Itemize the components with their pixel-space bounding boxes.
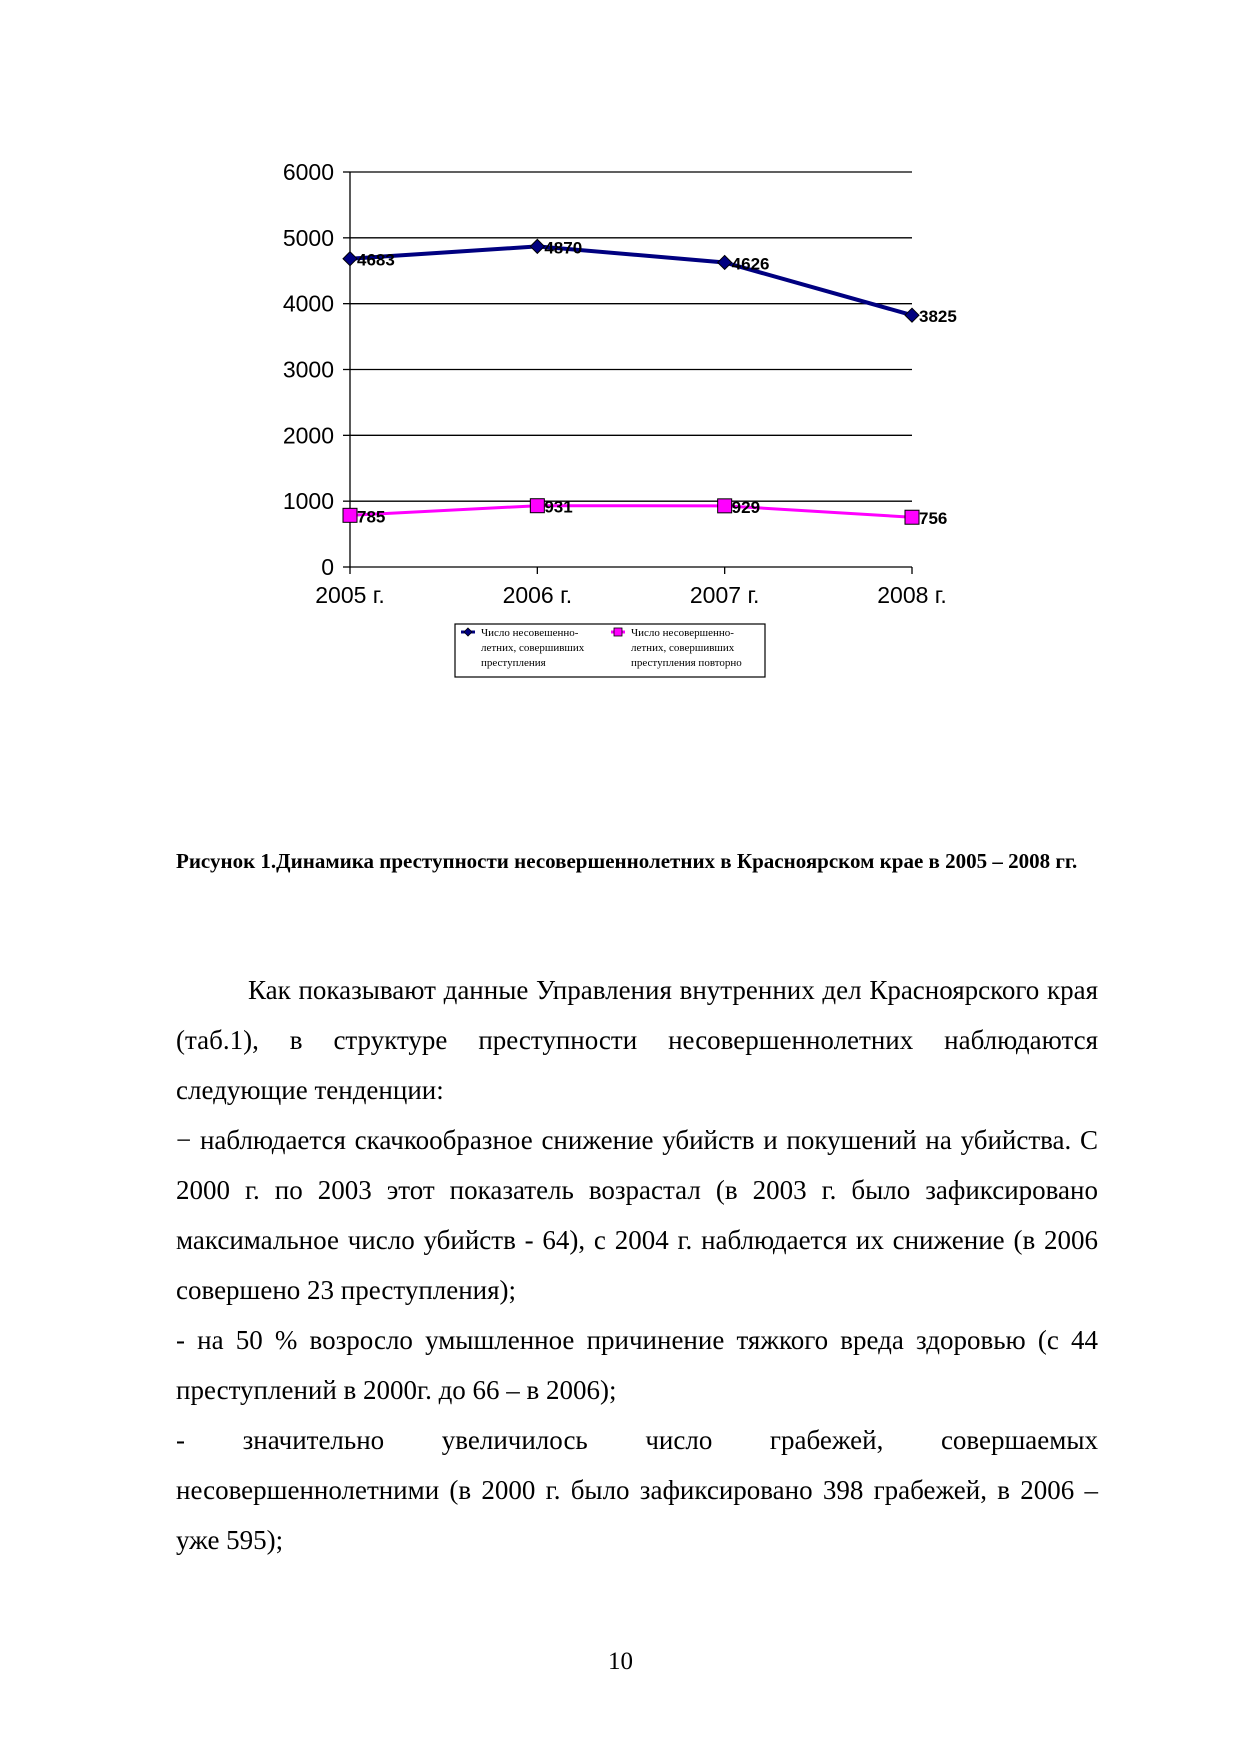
data-label: 929 xyxy=(731,497,761,517)
data-label: 785 xyxy=(357,507,386,527)
y-tick-label: 0 xyxy=(321,554,334,580)
data-label: 4683 xyxy=(357,250,395,270)
body-text xyxy=(176,965,1098,1565)
data-point-marker xyxy=(905,510,919,524)
y-tick-label: 1000 xyxy=(282,488,334,515)
crime-dynamics-chart xyxy=(0,0,1241,720)
y-tick-label: 4000 xyxy=(282,290,334,317)
data-point-marker xyxy=(343,252,357,266)
chart-axes xyxy=(283,159,947,608)
y-tick-label: 6000 xyxy=(282,159,334,185)
legend-entry-text: Число несовершенно- xyxy=(631,627,734,639)
data-label: 3825 xyxy=(919,307,957,327)
y-tick-label: 2000 xyxy=(282,422,334,449)
x-tick-label: 2007 г. xyxy=(689,582,760,608)
legend-entry-text: преступления xyxy=(481,657,546,669)
series-line-2 xyxy=(350,506,912,518)
x-tick-label: 2006 г. xyxy=(502,582,573,608)
data-point-marker xyxy=(718,255,732,269)
data-point-marker xyxy=(530,499,544,513)
paragraph-murders: − наблюдается скачкообразное снижение убийств и покушений на убийства. С 2000 г. по 2003 этот показатель возрастал (в 2003 г. было зафиксировано максимальное число убийств - 64), с 2004 г. наблюдается их снижение (в 2006 совершено 23 преступления); xyxy=(176,1125,1098,1305)
chart-series xyxy=(343,238,957,528)
paragraph-injuries: - на 50 % возросло умышленное причинение тяжкого вреда здоровью (с 44 преступлений в 2000г. до 66 – в 2006); xyxy=(176,1325,1098,1405)
y-tick-label: 5000 xyxy=(282,224,334,251)
legend-entry-text: летних, совершивших xyxy=(481,642,585,654)
figure-caption: Рисунок 1.Динамика преступности несовершеннолетних в Красноярском крае в 2005 – 2008 гг. xyxy=(176,849,1078,873)
x-tick-label: 2008 г. xyxy=(877,582,947,608)
legend-swatch-marker xyxy=(614,628,622,636)
legend-entry-text: преступления повторно xyxy=(631,657,742,669)
legend-entry-text: летних, совершивших xyxy=(631,642,735,654)
chart-grid xyxy=(350,172,912,501)
data-point-marker xyxy=(718,499,732,513)
data-point-marker xyxy=(530,239,544,253)
data-label: 931 xyxy=(544,497,573,517)
x-tick-label: 2005 г. xyxy=(315,582,385,608)
legend-entry-text: Число несовешенно- xyxy=(481,627,579,639)
data-label: 756 xyxy=(919,509,948,529)
data-label: 4626 xyxy=(731,254,770,274)
y-tick-label: 3000 xyxy=(282,356,334,383)
data-label: 4870 xyxy=(544,238,583,258)
page-number: 10 xyxy=(608,1648,633,1675)
paragraph-robberies: - значительно увеличилось число грабежей, совершаемых несовершеннолетними (в 2000 г. было зафиксировано 398 грабежей, в 2006 – уже 595); xyxy=(176,1425,1098,1555)
data-point-marker xyxy=(905,308,919,322)
data-point-marker xyxy=(343,508,357,522)
series-line-1 xyxy=(350,246,912,315)
paragraph-intro: Как показывают данные Управления внутренних дел Красноярского края (таб.1), в структуре преступности несовершеннолетних наблюдаются следующие тенденции: xyxy=(176,975,1098,1105)
chart-legend xyxy=(455,624,765,677)
